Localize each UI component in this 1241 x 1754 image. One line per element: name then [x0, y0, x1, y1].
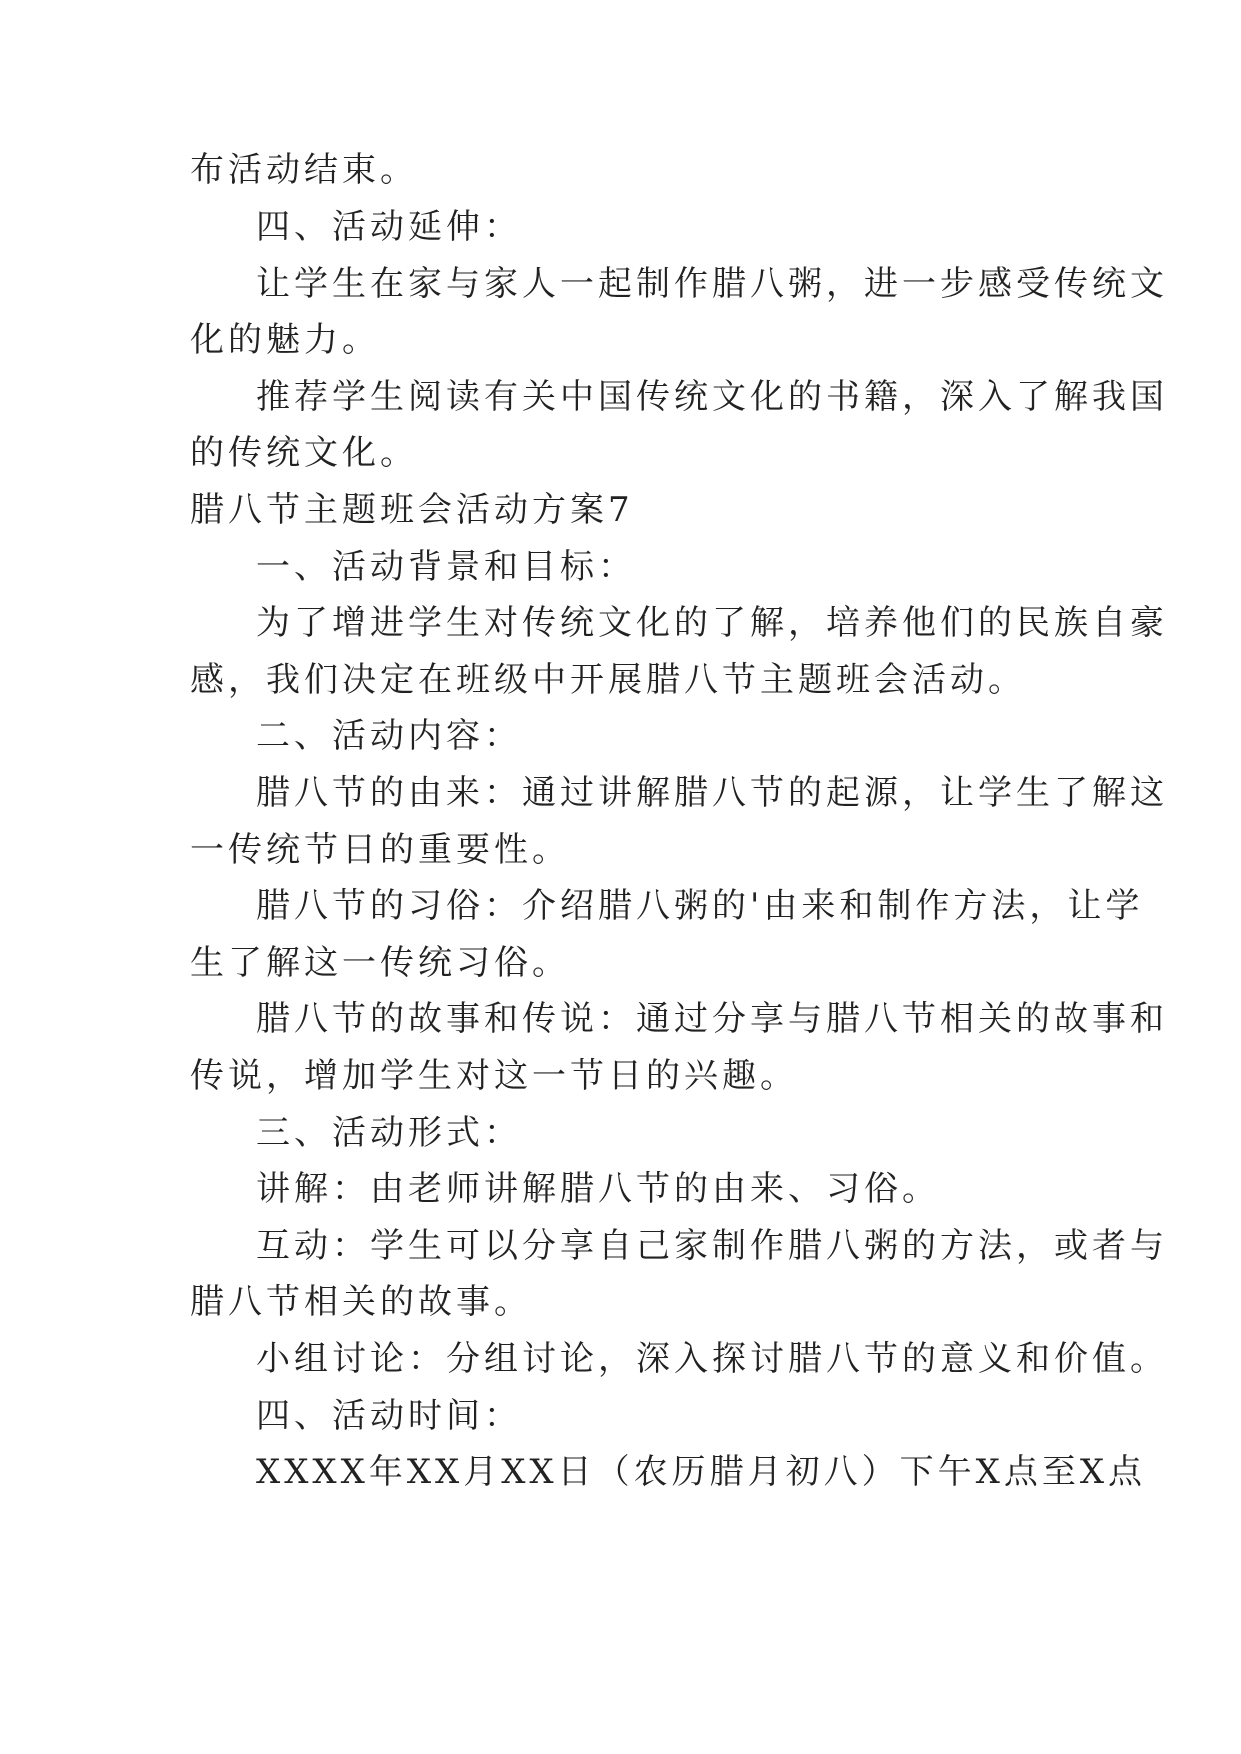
paragraph-line: 腊八节的故事和传说：通过分享与腊八节相关的故事和	[256, 999, 1168, 1039]
paragraph-line: 腊八节相关的故事。	[190, 1282, 532, 1322]
paragraph-line: 互动：学生可以分享自己家制作腊八粥的方法，或者与	[256, 1226, 1168, 1266]
paragraph-line: XXXX年XX月XX日（农历腊月初八）下午X点至X点	[256, 1452, 1147, 1492]
paragraph-line: 为了增进学生对传统文化的了解，培养他们的民族自豪	[256, 603, 1168, 643]
section-heading: 三、活动形式：	[256, 1113, 522, 1153]
paragraph-line: 布活动结束。	[190, 150, 418, 190]
paragraph-line: 的传统文化。	[190, 433, 418, 473]
paragraph-line: 化的魅力。	[190, 320, 380, 360]
paragraph-line: 传说，增加学生对这一节日的兴趣。	[190, 1056, 798, 1096]
paragraph-line: 讲解：由老师讲解腊八节的由来、习俗。	[256, 1169, 940, 1209]
paragraph-line: 腊八节的由来：通过讲解腊八节的起源，让学生了解这	[256, 773, 1168, 813]
paragraph-line: 让学生在家与家人一起制作腊八粥，进一步感受传统文	[256, 264, 1168, 304]
section-heading: 四、活动延伸：	[256, 207, 522, 247]
section-heading: 一、活动背景和目标：	[256, 547, 636, 587]
paragraph-line: 生了解这一传统习俗。	[190, 943, 570, 983]
section-heading: 二、活动内容：	[256, 716, 522, 756]
paragraph-line: 一传统节日的重要性。	[190, 830, 570, 870]
document-title: 腊八节主题班会活动方案7	[190, 490, 634, 530]
paragraph-line: 腊八节的习俗：介绍腊八粥的'由来和制作方法，让学	[256, 886, 1144, 926]
paragraph-line: 感，我们决定在班级中开展腊八节主题班会活动。	[190, 660, 1026, 700]
paragraph-line: 小组讨论：分组讨论，深入探讨腊八节的意义和价值。	[256, 1339, 1168, 1379]
section-heading: 四、活动时间：	[256, 1396, 522, 1436]
paragraph-line: 推荐学生阅读有关中国传统文化的书籍，深入了解我国	[256, 377, 1168, 417]
